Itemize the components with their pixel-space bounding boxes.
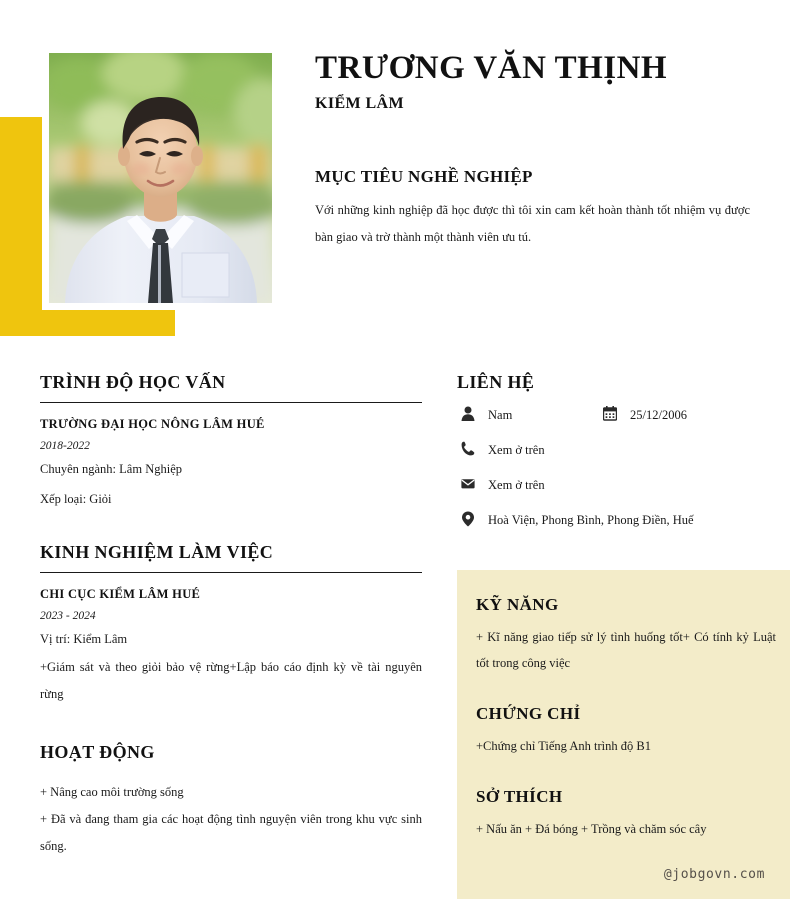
experience-duties: +Giám sát và theo giỏi bảo vệ rừng+Lập báo cáo định kỳ về tài nguyên rừng (40, 660, 422, 701)
certificates-section-title: CHỨNG CHỈ (476, 704, 581, 723)
activities-section-title: HOẠT ĐỘNG (40, 742, 155, 762)
person-icon (457, 405, 479, 426)
experience-divider (40, 572, 422, 573)
certificates-text: +Chứng chỉ Tiếng Anh trình độ B1 (476, 739, 651, 753)
activity-item: + Nâng cao môi trường sống (40, 785, 184, 799)
education-school: TRƯỜNG ĐẠI HỌC NÔNG LÂM HUÉ (40, 417, 265, 431)
experience-dates: 2023 - 2024 (40, 610, 96, 622)
experience-company: CHI CỤC KIỂM LÂM HUÉ (40, 587, 201, 601)
left-column (40, 372, 422, 860)
activities-section (40, 742, 422, 860)
contact-email-value: Xem ở trên (488, 478, 545, 492)
education-section (40, 372, 422, 512)
skills-text: + Kĩ năng giao tiếp sử lý tình huống tốt+ Có tính kỷ Luật tốt trong công việc (476, 630, 776, 670)
contact-section (457, 372, 767, 545)
yellow-accent-horizontal-block (0, 310, 175, 336)
contact-row-gender-dob (457, 405, 767, 426)
objective-text: Với những kinh nghiệp đã học được thì tôi xin cam kết hoàn thành tốt nhiệm vụ được bàn giao và trờ thành một thành viên ưu tú. (315, 202, 750, 244)
interests-text: + Nấu ăn + Đá bóng + Trồng và chăm sóc cây (476, 822, 707, 836)
watermark: @jobgovn.com (663, 867, 765, 882)
contact-row-address (457, 510, 767, 531)
contact-dob-value: 25/12/2006 (630, 408, 687, 422)
contact-section-title: LIÊN HỆ (457, 372, 535, 392)
job-role-subtitle: KIỂM LÂM (315, 94, 404, 112)
contact-address-value: Hoà Viện, Phong Bình, Phong Điền, Huế (488, 513, 694, 527)
contact-gender-value: Nam (488, 408, 513, 422)
experience-position: Vị trí: Kiểm Lâm (40, 632, 128, 646)
header-block (315, 50, 755, 251)
education-divider (40, 402, 422, 403)
skills-panel (476, 570, 776, 842)
contact-phone-value: Xem ở trên (488, 443, 545, 457)
envelope-icon (457, 475, 479, 491)
contact-row-phone (457, 440, 767, 461)
activity-item: + Đã và đang tham gia các hoạt động tình nguyện viên trong khu vực sinh sống. (40, 812, 422, 853)
experience-section-title: KINH NGHIỆM LÀM VIỆC (40, 542, 274, 562)
education-dates: 2018-2022 (40, 440, 90, 452)
education-grade: Xếp loại: Giỏi (40, 492, 112, 506)
objective-section-title: MỤC TIÊU NGHỀ NGHIỆP (315, 166, 533, 186)
education-section-title: TRÌNH ĐỘ HỌC VẤN (40, 372, 226, 392)
page-title: TRƯƠNG VĂN THỊNH (315, 50, 668, 86)
contact-row-email (457, 475, 767, 496)
experience-section (40, 542, 422, 708)
interests-section-title: SỞ THÍCH (476, 787, 563, 806)
calendar-icon (599, 405, 621, 426)
yellow-accent-vertical-block (0, 117, 42, 336)
portrait-photo (49, 53, 272, 303)
education-major: Chuyên ngành: Lâm Nghiệp (40, 462, 182, 476)
phone-icon (457, 440, 479, 456)
skills-section-title: KỸ NĂNG (476, 595, 559, 614)
location-pin-icon (457, 510, 479, 527)
